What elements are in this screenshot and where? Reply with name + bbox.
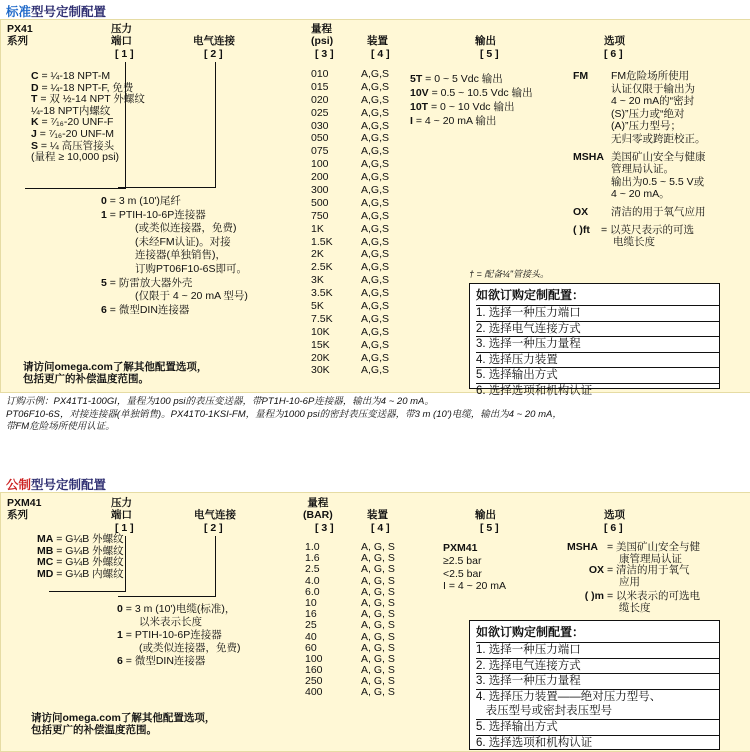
mount-value: A, G, S: [361, 585, 395, 598]
output-item: I = 4 ~ 20 mA: [443, 580, 507, 593]
mount-value: A,G,S: [361, 106, 390, 119]
range-value: 1.0: [305, 541, 320, 553]
output-item: 10T = 0 ~ 10 Vdc 输出: [410, 101, 515, 113]
range-value: 250: [305, 675, 323, 688]
range-value: 25: [305, 619, 317, 632]
output-item: I = 4 ~ 20 mA 输出: [410, 115, 497, 127]
order-step: 5. 选择输出方式: [476, 367, 719, 383]
index-3: [ 3 ]: [315, 48, 334, 60]
range-value: 500: [311, 196, 329, 209]
output-item: 5T = 0 ~ 5 Vdc 输出: [410, 73, 503, 85]
elec-item: 6 = 微型DIN连接器: [101, 303, 190, 316]
header-electrical: 电气连接: [193, 35, 235, 47]
range-value: 15K: [311, 338, 330, 351]
mount-value: A,G,S: [361, 261, 390, 274]
mount-value: A,G,S: [361, 171, 390, 184]
order-step: 3. 选择一种压力量程: [476, 336, 719, 352]
mount-value: A,G,S: [361, 209, 390, 222]
output-item: ≥2.5 bar: [443, 554, 482, 567]
mount-value: A, G, S: [361, 630, 395, 643]
electrical-list: [101, 195, 248, 317]
range-value: 30K: [311, 364, 330, 377]
port-item: ¼-18 NPT内螺纹: [31, 104, 111, 117]
elec-item: (或类似连接器，免费): [135, 222, 237, 235]
mount-value: A,G,S: [361, 145, 390, 158]
option-ft: ( )ft = 以英尺表示的可选 电缆长度: [573, 223, 695, 249]
contact-note: 请访问omega.com了解其他配置选项， 包括更广的补偿温度范围。: [31, 712, 216, 736]
header-port: 压力 端口: [111, 497, 132, 521]
order-step: 表压型号或密封表压型号: [476, 705, 613, 718]
range-value: 3.5K: [311, 287, 333, 300]
port-item: MC = G¼B 外螺纹: [37, 556, 124, 569]
mount-value: A,G,S: [361, 132, 390, 145]
mount-value: A, G, S: [361, 563, 395, 576]
range-list: [305, 542, 323, 699]
option-m: ( )m = 以米表示的可选电 缆长度: [584, 590, 701, 614]
port-list: [37, 534, 124, 580]
order-step: 2. 选择电气连接方式: [476, 658, 719, 674]
option-fm: FM FM危险场所使用 认证仅限于输出为 4 ~ 20 mA的“密封 (S)”压力或“绝对 (A)”压力型号； 无归零或跨距校正。: [573, 70, 706, 145]
range-list: [311, 68, 333, 377]
range-value: 400: [305, 686, 323, 699]
output-list: [443, 542, 506, 593]
order-step: 1. 选择一种压力端口: [476, 305, 719, 321]
mount-value: A, G, S: [361, 541, 395, 553]
mount-value: A,G,S: [361, 184, 390, 197]
port-bracket-line: [25, 188, 126, 189]
range-value: 2.5K: [311, 261, 333, 274]
port-item: T = 双 ½-14 NPT 外螺纹: [31, 93, 145, 106]
metric-config-panel: [0, 492, 750, 752]
range-value: 200: [311, 171, 329, 184]
range-value: 4.0: [305, 574, 320, 587]
elec-item: 1 = PTIH-10-6P连接器: [101, 208, 206, 221]
range-value: 020: [311, 93, 329, 106]
elec-bracket-line: [118, 596, 216, 597]
range-value: 16: [305, 608, 317, 621]
range-value: 750: [311, 209, 329, 222]
header-range: 量程 (psi): [311, 23, 334, 47]
order-box: [469, 283, 720, 397]
order-step: 2. 选择电气连接方式: [476, 321, 719, 337]
port-item: MD = G¼B 内螺纹: [37, 567, 124, 580]
elec-item: 5 = 防雷放大器外壳: [101, 276, 193, 289]
option-ox: OX 清洁的用于氧气应用: [573, 205, 706, 218]
range-value: 015: [311, 80, 329, 93]
index-1: [ 1 ]: [115, 522, 134, 534]
order-step: 5. 选择输出方式: [476, 719, 719, 735]
order-step: 6. 选择选项和机构认证: [476, 383, 719, 399]
range-value: 20K: [311, 351, 330, 364]
example-line: 带FM危险场所使用认证。: [6, 421, 115, 432]
header-output: 输出: [475, 35, 496, 47]
range-value: 7.5K: [311, 312, 333, 325]
mount-value: A,G,S: [361, 364, 390, 377]
range-value: 1.5K: [311, 235, 333, 248]
header-mount: 装置: [367, 35, 388, 47]
elec-item: (仅限于 4 ~ 20 mA 型号): [135, 290, 248, 303]
index-5: [ 5 ]: [480, 48, 499, 60]
range-value: 2K: [311, 248, 324, 261]
contact-note: 请访问omega.com了解其他配置选项， 包括更广的补偿温度范围。: [23, 361, 208, 385]
range-value: 160: [305, 664, 323, 677]
port-item: MA = G¼B 外螺纹: [37, 533, 124, 545]
port-item: MB = G¼B 外螺纹: [37, 544, 124, 557]
range-value: 025: [311, 106, 329, 119]
output-list: [410, 72, 533, 128]
range-value: 10: [305, 596, 317, 609]
index-4: [ 4 ]: [371, 522, 390, 534]
mount-value: A,G,S: [361, 287, 390, 300]
series-code: PX41 系列: [7, 23, 33, 47]
port-item: K = ⁷⁄₁₆-20 UNF-F: [31, 116, 114, 129]
elec-item: 0 = 3 m (10')尾纤: [101, 195, 181, 207]
range-value: 60: [305, 641, 317, 654]
elec-connector-line: [215, 62, 216, 187]
mount-list: [361, 68, 389, 377]
mount-value: A,G,S: [361, 68, 390, 80]
option-msha: MSHA = 美国矿山安全与健 康管理局认证: [567, 541, 701, 565]
elec-item: 以米表示长度: [139, 616, 202, 628]
index-6: [ 6 ]: [604, 522, 623, 534]
option-list: [573, 70, 706, 249]
mount-value: A, G, S: [361, 675, 395, 688]
option-msha: MSHA 美国矿山安全与健康 管理局认证。 输出为0.5 ~ 5.5 V或 4 ~ 20 mA。: [573, 150, 706, 201]
mount-value: A, G, S: [361, 608, 395, 621]
index-6: [ 6 ]: [604, 48, 623, 60]
section-title-standard: 标准型号定制配置: [6, 5, 107, 19]
port-item: D = ¼-18 NPT-F, 免费: [31, 81, 134, 94]
header-range: 量程 (BAR): [303, 497, 333, 521]
order-step: 6. 选择选项和机构认证: [476, 735, 719, 751]
mount-value: A, G, S: [361, 686, 395, 699]
mount-value: A, G, S: [361, 619, 395, 632]
range-value: 2.5: [305, 563, 320, 576]
header-electrical: 电气连接: [194, 509, 236, 521]
output-item: 10V = 0.5 ~ 10.5 Vdc 输出: [410, 87, 533, 99]
range-value: 300: [311, 184, 329, 197]
mount-value: A,G,S: [361, 93, 390, 106]
range-value: 5K: [311, 300, 324, 313]
range-value: 050: [311, 132, 329, 145]
mount-value: A,G,S: [361, 119, 390, 132]
elec-item: 6 = 微型DIN连接器: [117, 655, 206, 667]
mount-value: A, G, S: [361, 574, 395, 587]
mount-value: A,G,S: [361, 248, 390, 261]
mount-list: [361, 542, 395, 699]
index-2: [ 2 ]: [204, 522, 223, 534]
range-value: 100: [311, 158, 329, 171]
index-1: [ 1 ]: [115, 48, 134, 60]
range-value: 100: [305, 652, 323, 665]
elec-connector-line: [215, 536, 216, 596]
header-port: 压力 端口: [111, 23, 132, 47]
port-item: (量程 ≥ 10,000 psi): [31, 151, 120, 164]
order-step: 3. 选择一种压力量程: [476, 673, 719, 689]
order-step: 1. 选择一种压力端口: [476, 642, 719, 658]
elec-item: 0 = 3 m (10')电缆(标准)，: [117, 603, 236, 615]
option-list: [567, 542, 700, 615]
index-4: [ 4 ]: [371, 48, 390, 60]
mount-value: A, G, S: [361, 552, 395, 565]
example-line: 订购示例：PX41T1-100GI，量程为100 psi的表压变送器，带PT1H-10-6P连接器，输出为4 ~ 20 mA。: [6, 396, 434, 407]
elec-item: 1 = PTIH-10-6P连接器: [117, 629, 222, 641]
range-value: 40: [305, 630, 317, 643]
range-value: 1K: [311, 222, 324, 235]
range-value: 6.0: [305, 585, 320, 598]
electrical-list: [117, 603, 241, 668]
mount-value: A,G,S: [361, 80, 390, 93]
output-item: <2.5 bar: [443, 567, 482, 580]
output-series: PXM41: [443, 542, 478, 554]
mount-value: A,G,S: [361, 274, 390, 287]
range-value: 010: [311, 68, 329, 80]
order-box-title: 如欲订购定制配置：: [476, 288, 585, 302]
mount-value: A,G,S: [361, 312, 390, 325]
mount-value: A, G, S: [361, 664, 395, 677]
port-connector-line: [125, 536, 126, 591]
index-3: [ 3 ]: [315, 522, 334, 534]
series-code: PXM41 系列: [7, 497, 42, 521]
index-5: [ 5 ]: [480, 522, 499, 534]
elec-item: 订购PT06F10-6S即可。: [135, 262, 248, 275]
range-value: 075: [311, 145, 329, 158]
mount-value: A,G,S: [361, 196, 390, 209]
elec-item: (或类似连接器，免费): [139, 642, 241, 654]
footnote: † = 配备¼"管接头。: [469, 269, 549, 279]
elec-item: 连接器(单独销售)，: [135, 249, 226, 262]
range-value: 10K: [311, 325, 330, 338]
mount-value: A,G,S: [361, 300, 390, 313]
mount-value: A, G, S: [361, 596, 395, 609]
mount-value: A,G,S: [361, 222, 390, 235]
mount-value: A,G,S: [361, 235, 390, 248]
mount-value: A,G,S: [361, 338, 390, 351]
mount-value: A, G, S: [361, 641, 395, 654]
header-option: 选项: [604, 509, 625, 521]
header-output: 输出: [475, 509, 496, 521]
section-title-metric: 公制型号定制配置: [6, 478, 107, 492]
port-item: C = ¼-18 NPT-M: [31, 70, 111, 82]
port-item: J = ⁷⁄₁₆-20 UNF-M: [31, 127, 115, 140]
order-example: [6, 396, 562, 434]
elec-bracket-line: [118, 187, 216, 188]
index-2: [ 2 ]: [204, 48, 223, 60]
port-list: [31, 71, 145, 164]
range-value: 1.6: [305, 552, 320, 565]
mount-value: A, G, S: [361, 652, 395, 665]
header-option: 选项: [604, 35, 625, 47]
order-box: [469, 620, 720, 750]
mount-value: A,G,S: [361, 158, 390, 171]
port-item: S = ¼ 高压管接头: [31, 139, 115, 152]
example-line: PT06F10-6S，对接连接器(单独销售)。PX41T0-1KSI-FM，量程为1000 psi的密封表压变送器，带3 m (10')电缆，输出为4 ~ 20 mA，: [6, 408, 562, 420]
order-box-title: 如欲订购定制配置：: [476, 625, 585, 639]
elec-item: (未经FM认证)。对接: [135, 235, 231, 248]
range-value: 3K: [311, 274, 324, 287]
option-ox: OX = 清洁的用于氧气 应用: [588, 564, 690, 588]
order-step: 4. 选择压力装置——绝对压力型号、: [476, 689, 719, 705]
standard-config-panel: [0, 19, 750, 397]
header-mount: 装置: [367, 509, 388, 521]
mount-value: A,G,S: [361, 351, 390, 364]
mount-value: A,G,S: [361, 325, 390, 338]
range-value: 030: [311, 119, 329, 132]
order-step: 4. 选择压力装置: [476, 352, 719, 368]
port-bracket-line: [49, 591, 126, 592]
